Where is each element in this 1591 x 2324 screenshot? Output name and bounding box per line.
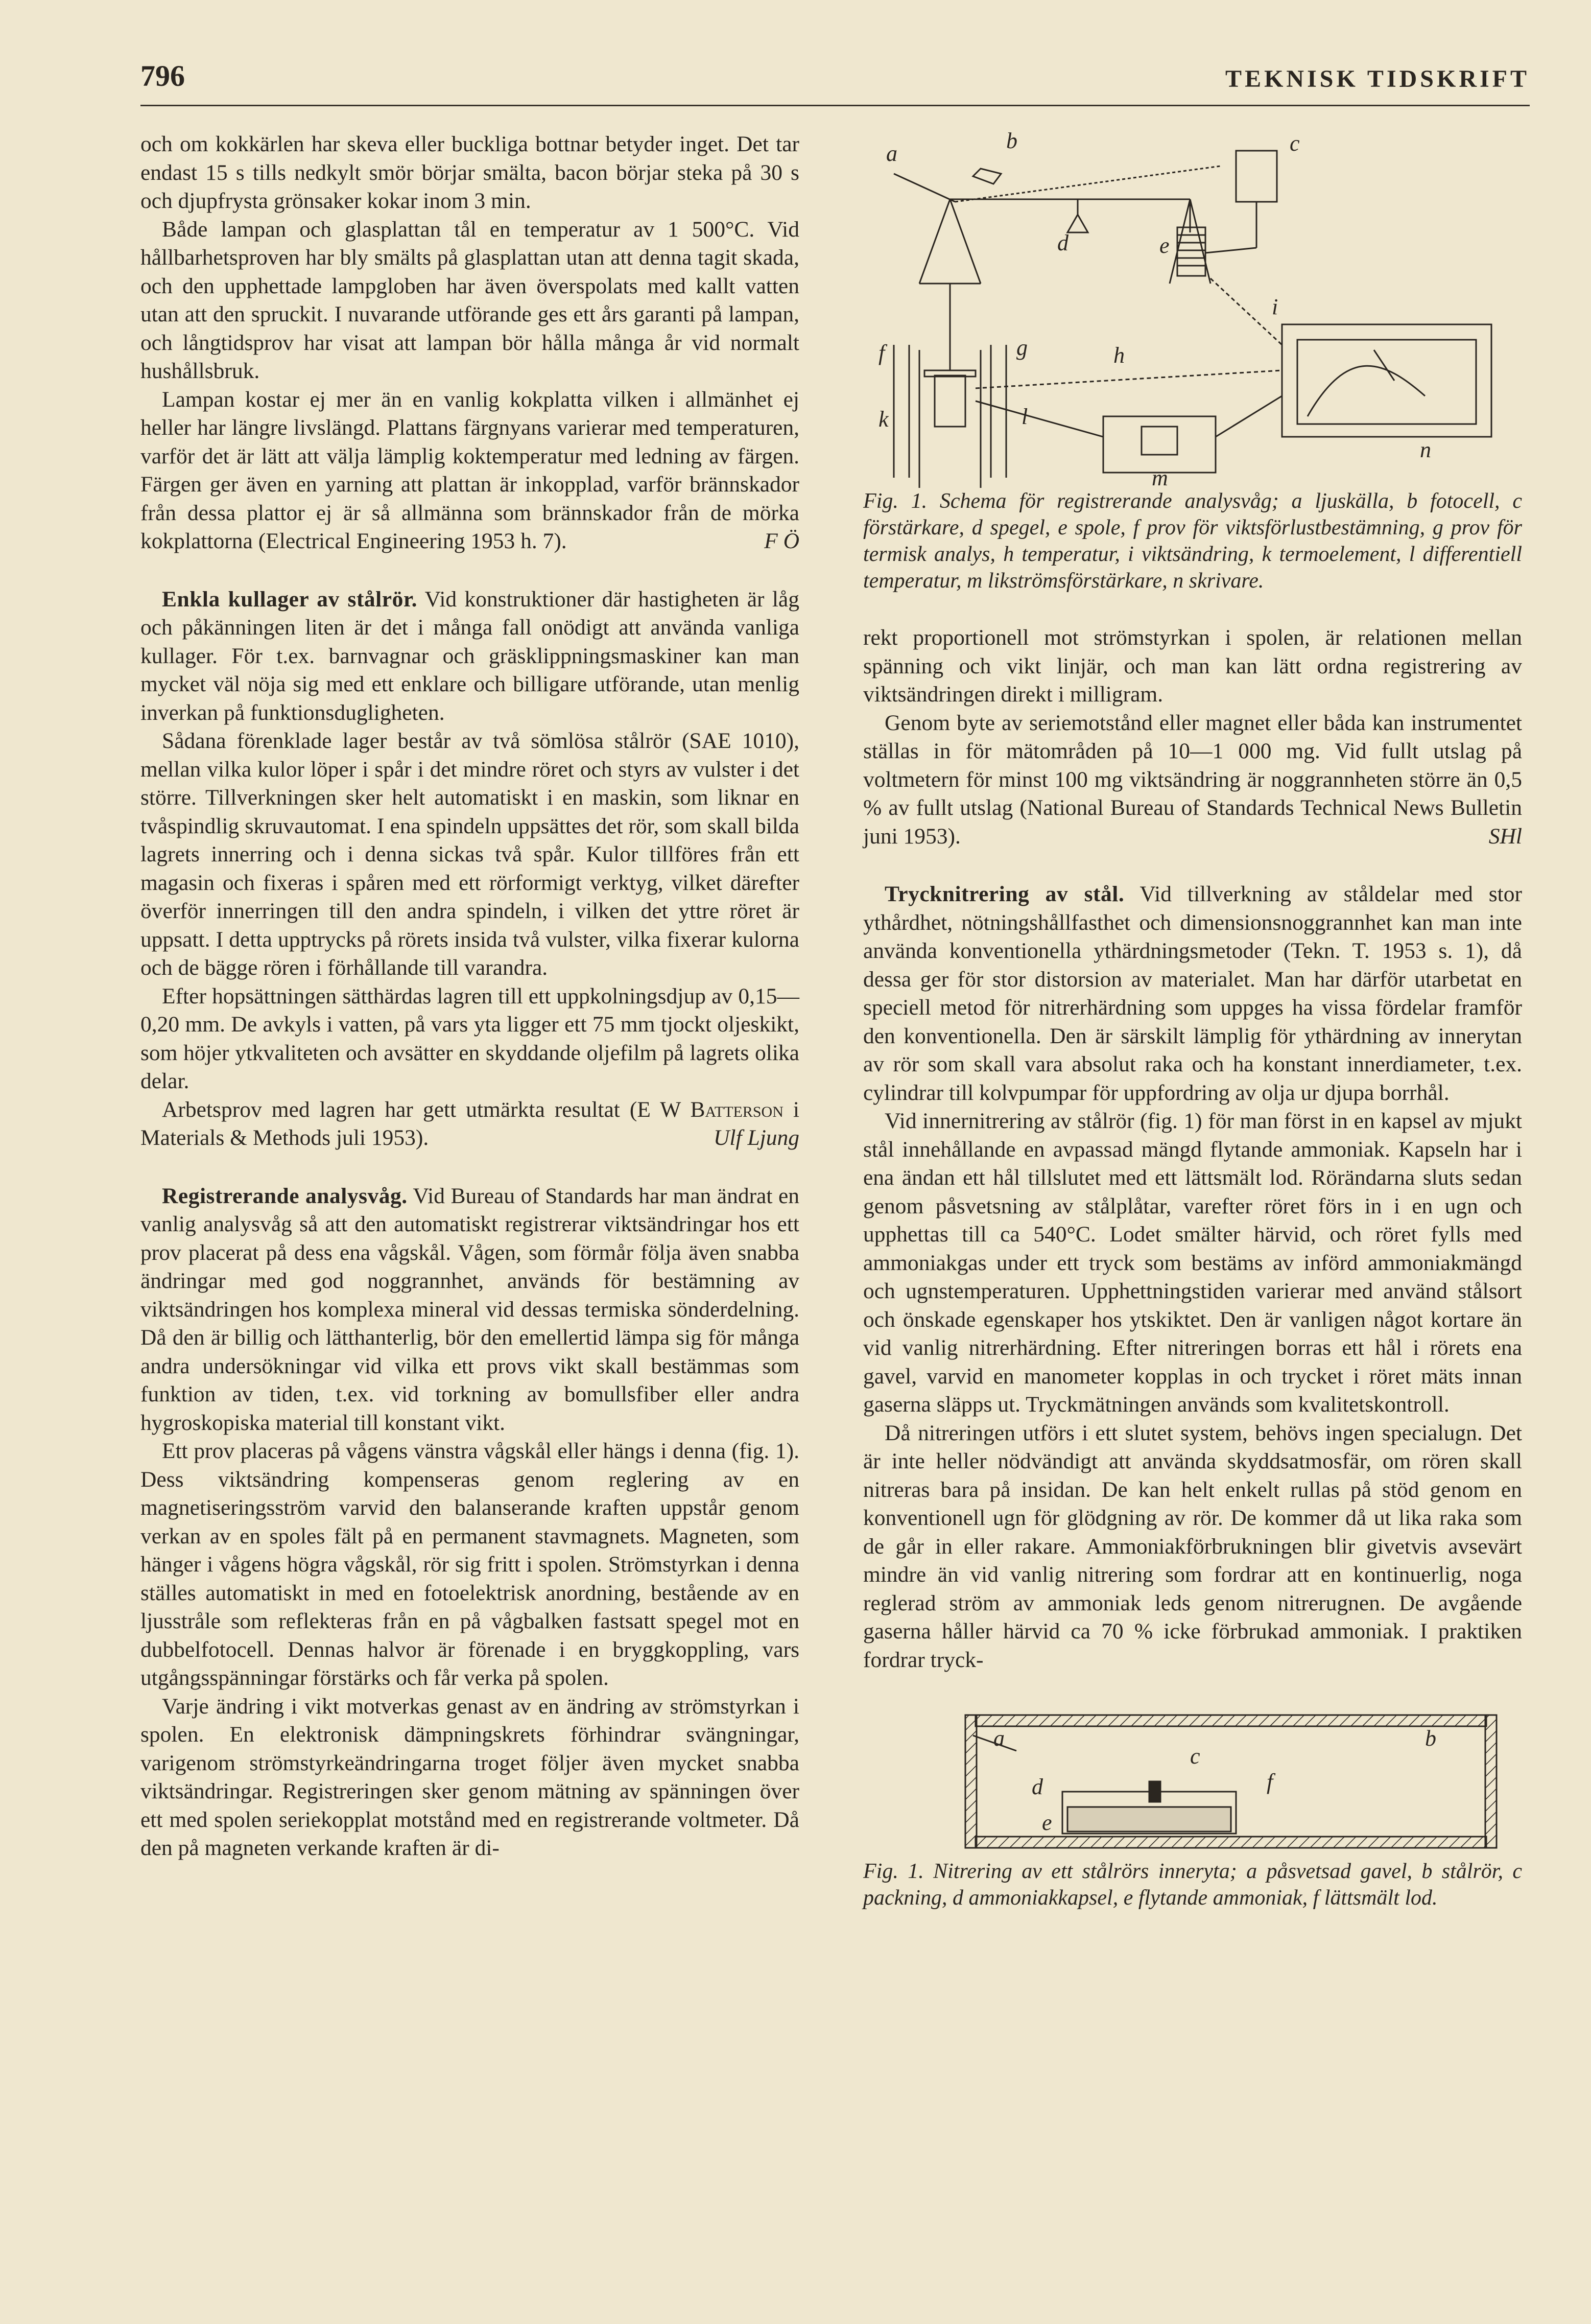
label-n: n — [1420, 437, 1431, 462]
paragraph: och om kokkärlen har skeva eller buckliga bottnar betyder inget. Det tar endast 15 s tills nedkylt smör börjar smälta, bacon börjar steka på 30 s och djupfrysta grönsaker kokar inom 3 min. — [140, 132, 799, 213]
page-header — [140, 59, 1530, 106]
label-c: c — [1190, 1744, 1200, 1769]
author-signature: F Ö — [764, 529, 799, 553]
paragraph-text: Vid Bureau of Standards har man ändrat en vanlig analysvåg så att den automatiskt registrerar viktsändringar hos ett prov placerat på dess ena vågskål. Vågen, som förmår följa även snabba ändringar med god noggrannhet, används för bestämning av viktsändringen hos komplexa mineral vid dessas termiska sönderdelning. Då den är billig och lätthanterlig, bör den emellertid lämpa sig för många andra undersökningar vid vilka ett provs vikt skall bestämmas som funktion av tiden, t.ex. vid torkning av bomullsfiber eller andra hygroskopiska material till konstant vikt. — [140, 1183, 799, 1435]
label-b: b — [1006, 130, 1017, 153]
left-column — [140, 130, 799, 1863]
label-d: d — [1057, 230, 1068, 255]
label-g: g — [1016, 335, 1028, 360]
label-e: e — [1042, 1810, 1052, 1835]
author-name: Batterson — [690, 1097, 783, 1122]
article-trycknitrering — [863, 880, 1522, 1107]
label-l: l — [1022, 404, 1028, 429]
right-column — [863, 130, 1522, 1911]
paragraph-text: Genom byte av seriemotstånd eller magnet eller båda kan instrumentet ställas in för mätområden på 10—1 000 mg. Vid fullt utslag på voltmetern för minst 100 mg viktsändring är noggrannheten större än 0,5 % av fullt utslag (National Bureau of Standards Technical News Bulletin juni 1953). — [863, 710, 1522, 849]
paragraph: Då nitreringen utförs i ett slutet system, behövs ingen specialugn. Det är inte heller nödvändigt att använda skyddsatmosfär, om rören skall nitreras bara på insidan. De kan helt enkelt rullas på stöd genom en konventionell ugn för glödgning av rör. De kommer då ut lika raka som de går in eller rakare. Ammoniakförbrukningen blir givetvis avsevärt mindre än vid vanlig nitrering som fordrar att en kontinuerlig, noga reglerad ström av ammoniak leds genom nitrerugnen. De avgående gaserna håller härvid ca 70 % icke förbrukad ammoniak. I praktiken fordrar tryck- — [863, 1420, 1522, 1672]
label-m: m — [1152, 465, 1168, 488]
label-f: f — [878, 340, 885, 365]
label-a: a — [886, 141, 897, 166]
article-title: Trycknitrering av stål. — [885, 882, 1125, 906]
nitrering-diagram — [863, 1705, 1522, 1858]
label-e: e — [1159, 233, 1170, 258]
paragraph-text: i Materials & Methods juli 1953). — [140, 1097, 799, 1150]
paragraph: Både lampan och glasplattan tål en temperatur av 1 500°C. Vid hållbarhetsproven har bly smälts på glasplattan utan att denna tagit skada, och den upphettade lampgloben har även överspolats med kallt vatten utan att den spruckit. I nuvarande utförande ges ett års garanti på lampan, och långtidsprov har visat att lampan bör hålla många år vid normalt hushållsbruk. — [140, 217, 799, 383]
paragraph: Vid innernitrering av stålrör (fig. 1) för man först in en kapsel av mjukt stål innehållande en avpassad mängd flytande ammoniak. Kapseln har i ena ändan ett hål tillslutet med ett lättsmält lod. Rörändarna sluts sedan genom påsvetsning av stålplåtar, varefter röret förs in i en ugn och upphettas till ca 540°C. Lodet smälter härvid, och röret fylls med ammoniakgas under ett tryck som bestäms av införd ammoniakmängd och ugnstemperaturen. Upphettningstiden varierar med använd stålsort och önskade egenskaper hos ytskiktet. Den är vanligen något kortare än vid vanlig nitrerhärdning. Efter nitreringen borras ett hål i rörets ena gavel, varvid en manometer kopplas in och trycket i röret mäts innan gaserna släpps ut. Tryckmätningen används som kvalitetskontroll. — [863, 1109, 1522, 1417]
paragraph: Varje ändring i vikt motverkas genast av en ändring av strömstyrkan i spolen. En elektronisk dämpningskrets förhindrar svängningar, varigenom strömstyrkeändringarna troget följer även mycket snabba viktsändringar. Registreringen sker genom mätning av spänningen över ett med spolen seriekopplat motstånd med en registrerande voltmeter. Då den på magneten verkande kraften är di- — [140, 1694, 799, 1860]
label-i: i — [1272, 294, 1278, 319]
page-number: 796 — [140, 59, 185, 92]
paragraph: Efter hopsättningen sätthärdas lagren till ett uppkolningsdjup av 0,15—0,20 mm. De avkyls i vatten, på vars yta ligger ett 75 mm tjockt oljeskikt, som höjer ytkvaliteten och avsätter en skyddande oljefilm på lagrets olika delar. — [140, 983, 799, 1093]
author-signature: SHl — [1488, 824, 1522, 849]
paragraph: Ett prov placeras på vågens vänstra vågskål eller hängs i denna (fig. 1). Dess viktsändring kompenseras genom reglering av en magnetiseringsström varvid den balanserande kraften uppstår genom verkan av en spoles fält på en permanent stavmagnets. Magneten, som hänger i vågens högra vågskål, rör sig fritt i spolen. Strömstyrkan i denna ställes automatiskt in med en fotoelektrisk anordning, bestående av en ljusstråle som reflekteras från en på vågbalken fastsatt spegel mot en dubbelfotocell. Dennas halvor är förenade i en bryggkoppling, vars utgångsspänningar förstärks och får verka på spolen. — [140, 1439, 799, 1690]
analysvag-diagram — [863, 130, 1522, 488]
article-kullager — [140, 585, 799, 727]
figure-caption: Fig. 1. Schema för registrerande analysvåg; a ljuskälla, b fotocell, c förstärkare, d spegel, e spole, f prov för viktsförlustbestämning, g prov för termisk analys, h temperatur, i viktsändring, k termoelement, l differentiell temperatur, m likströmsförstärkare, n skrivare. — [863, 489, 1522, 593]
paragraph-text: Arbetsprov med lagren har gett utmärkta resultat (E W — [162, 1097, 681, 1122]
label-b: b — [1425, 1726, 1436, 1751]
label-c: c — [1290, 131, 1300, 156]
figure-nitrering — [863, 1705, 1522, 1858]
label-d: d — [1032, 1774, 1043, 1799]
label-h: h — [1113, 343, 1125, 368]
paragraph-text: Vid tillverkning av ståldelar med stor ythårdhet, nötningshållfasthet och dimensionsnoggrannhet kan man inte använda konventionella ythärdningsmetoder (Tekn. T. 1953 s. 1), då dessa ger för stor distorsion av materialet. Man har därför utarbetat en speciell metod för nitrerhärdning som uppges ha vissa fördelar framför den konventionella. Den är särskilt lämplig för ythärdning av innerytan av rör som skall vara absolut raka och ha konstant innerdiameter, t.ex. cylindrar till kolvpumpar för uppfordring av olja ur djupa borrhål. — [863, 882, 1522, 1105]
journal-title: TEKNISK TIDSKRIFT — [1225, 65, 1530, 92]
paragraph-text: Vid konstruktioner där hastigheten är låg och påkänningen liten är det i många fall onödigt att använda vanliga kullager. För t.ex. barnvagnar och gräsklippningsmaskiner kan man mycket väl nöja sig med ett enklare och billigare utförande, utan menlig inverkan på funktionsdugligheten. — [140, 586, 799, 725]
figure-caption: Fig. 1. Nitrering av ett stålrörs inneryta; a påsvetsad gavel, b stålrör, c packning, d ammoniakkapsel, e flytande ammoniak, f lättsmält lod. — [863, 1860, 1522, 1910]
paragraph — [863, 709, 1522, 851]
article-analysvag — [140, 1182, 799, 1438]
paragraph: Sådana förenklade lager består av två sömlösa stålrör (SAE 1010), mellan vilka kulor löper i spår i det mindre röret och styrs av vulster i det större. Tillverkningen sker helt automatiskt i en maskin, som liknar en tvåspindlig skruvautomat. I ena spindeln uppsättes det rör, som skall bilda lagrets innerring och i denna sickas två spår. Kulor tillföres från ett magasin och fixeras i spåren med ett rörformigt verktyg, vilket därefter överför innerringen till den andra spindeln, i vilken det yttre röret är uppsatt. I detta upptrycks på rörets insida två vulster, vilka fixerar kulorna och de bägge rören i förhållande till varandra. — [140, 729, 799, 980]
paragraph: rekt proportionell mot strömstyrkan i spolen, är relationen mellan spänning och vikt linjär, och man kan lätt ordna registrering av viktsändringen direkt i milligram. — [863, 625, 1522, 707]
article-title: Enkla kullager av stålrör. — [162, 586, 418, 612]
figure-analysvag — [863, 130, 1522, 488]
label-a: a — [993, 1726, 1005, 1751]
label-f: f — [1267, 1769, 1273, 1794]
article-title: Registrerande analysvåg. — [162, 1183, 408, 1208]
paragraph — [140, 1096, 799, 1153]
author-signature: Ulf Ljung — [714, 1125, 799, 1150]
paragraph-text: Lampan kostar ej mer än en vanlig kokplatta vilken i allmänhet ej heller har längre livslängd. Plattans färgnyans varierar med temperaturen, varför det är lätt att välja lämplig koktemperatur med ledning av färgen. Färgen ger även en yarning att plattan är inkopplad, varför brännskador från dessa plattor ej är så allmänna som brännskador från de mörka kokplattorna (Electrical Engineering 1953 h. 7). — [140, 387, 799, 553]
label-k: k — [878, 407, 889, 432]
paragraph — [140, 386, 799, 556]
